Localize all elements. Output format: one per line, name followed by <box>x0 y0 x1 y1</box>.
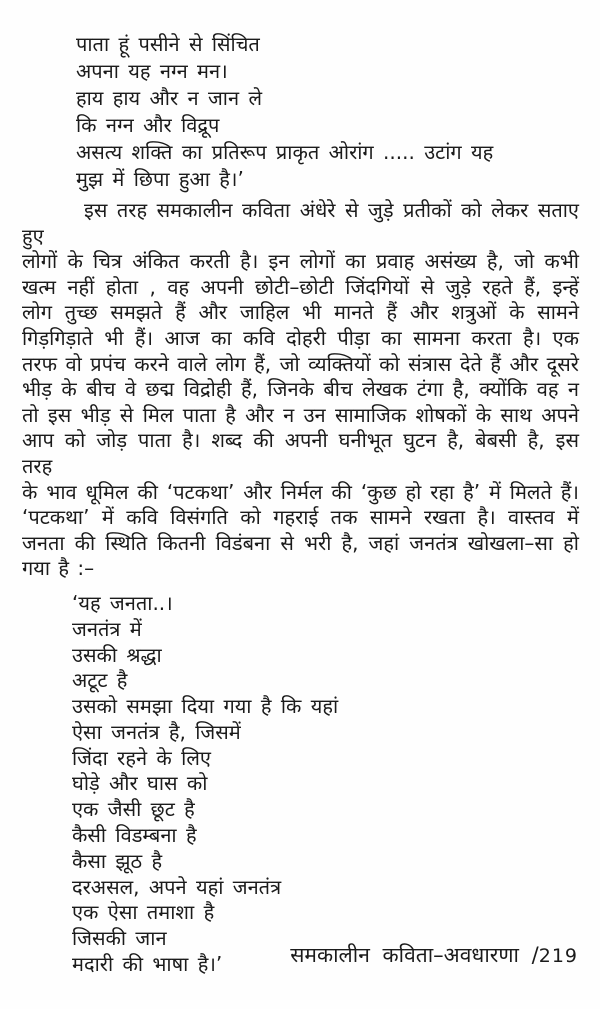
poem-line: मदारी की भाषा है।’ <box>72 952 223 977</box>
poem-quote-opening <box>76 0 580 193</box>
poem-line: कैसा झूठ है <box>72 848 163 873</box>
poem-line: एक ऐसा तमाशा है <box>72 900 215 925</box>
poem-line: मुझ में छिपा हुआ है।’ <box>76 167 244 191</box>
poem-line: कि नग्न और विद्रूप <box>76 113 220 137</box>
poem-line: असत्य शक्ति का प्रतिरूप प्राकृत ओरांग ..... उटांग यह <box>76 140 494 164</box>
poem-line: अपना यह नग्न मन। <box>76 59 228 83</box>
poem-line: ‘यह जनता..। <box>72 590 173 615</box>
paragraph-line: गिड़गिड़ाते भी हैं। आज का कवि दोहरी पीड़ा का सामना करता है। एक <box>22 325 579 350</box>
page-footer <box>290 941 578 969</box>
poem-line: घोड़े और घास को <box>72 771 208 796</box>
poem-line: उसकी श्रद्धा <box>72 642 162 667</box>
poem-quote-janta <box>72 591 580 978</box>
paragraph-line: लोग तुच्छ समझते हैं और जाहिल भी मानते हैं और शत्रुओं के सामने <box>22 300 579 325</box>
poem-line: कैसी विडम्बना है <box>72 823 197 848</box>
paragraph-line: ‘पटकथा’ में कवि विसंगति को गहराई तक सामने रखता है। वास्तव में <box>22 505 579 530</box>
paragraph-line: के भाव धूमिल की ‘पटकथा’ और निर्मल की ‘कुछ हो रहा है’ में मिलते हैं। <box>22 479 579 504</box>
poem-line: ऐसा जनतंत्र है, जिसमें <box>72 719 241 744</box>
paragraph-line: तो इस भीड़ से मिल पाता है और न उन सामाजिक शोषकों के साथ अपने <box>22 402 579 427</box>
paragraph-line: इस तरह समकालीन कविता अंधेरे से जुड़े प्रतीकों को लेकर सताए हुए <box>22 198 579 248</box>
poem-line: जनतंत्र में <box>72 616 142 641</box>
paragraph-line: आप को जोड़ पाता है। शब्द की अपनी घनीभूत घुटन है, बेबसी है, इस तरह <box>22 428 579 478</box>
poem-line: उसको समझा दिया गया है कि यहां <box>72 694 339 719</box>
footer-title: समकालीन कविता–अवधारणा <box>290 943 519 967</box>
poem-line: अटूट है <box>72 668 128 693</box>
poem-line: एक जैसी छूट है <box>72 797 195 822</box>
paragraph-line: जनता की स्थिति कितनी विडंबना से भरी है, जहां जनतंत्र खोखला–सा हो <box>22 530 579 555</box>
paragraph-line: गया है :– <box>22 556 95 581</box>
page-number: 219 <box>538 945 578 967</box>
paragraph-line: लोगों के चित्र अंकित करती है। इन लोगों का प्रवाह असंख्य है, जो कभी <box>22 249 579 274</box>
poem-line: हाय हाय और न जान ले <box>76 86 263 110</box>
paragraph-line: भीड़ के बीच वे छद्म विद्रोही हैं, जिनके बीच लेखक टंगा है, क्योंकि वह न <box>22 377 579 402</box>
footer-separator: / <box>531 943 539 967</box>
poem-line: जिसकी जान <box>72 926 167 951</box>
paragraph-line: तरफ वो प्रपंच करने वाले लोग हैं, जो व्यक्तियों को संत्रास देते हैं और दूसरे <box>22 351 579 376</box>
body-paragraph <box>22 198 579 582</box>
poem-line: दरअसल, अपने यहां जनतंत्र <box>72 874 282 899</box>
poem-line: पाता हूं पसीने से सिंचित <box>76 32 260 56</box>
paragraph-line: खत्म नहीं होता , वह अपनी छोटी–छोटी जिंदगियों से जुड़े रहते हैं, इन्हें <box>22 274 579 299</box>
poem-line: जिंदा रहने के लिए <box>72 745 211 770</box>
